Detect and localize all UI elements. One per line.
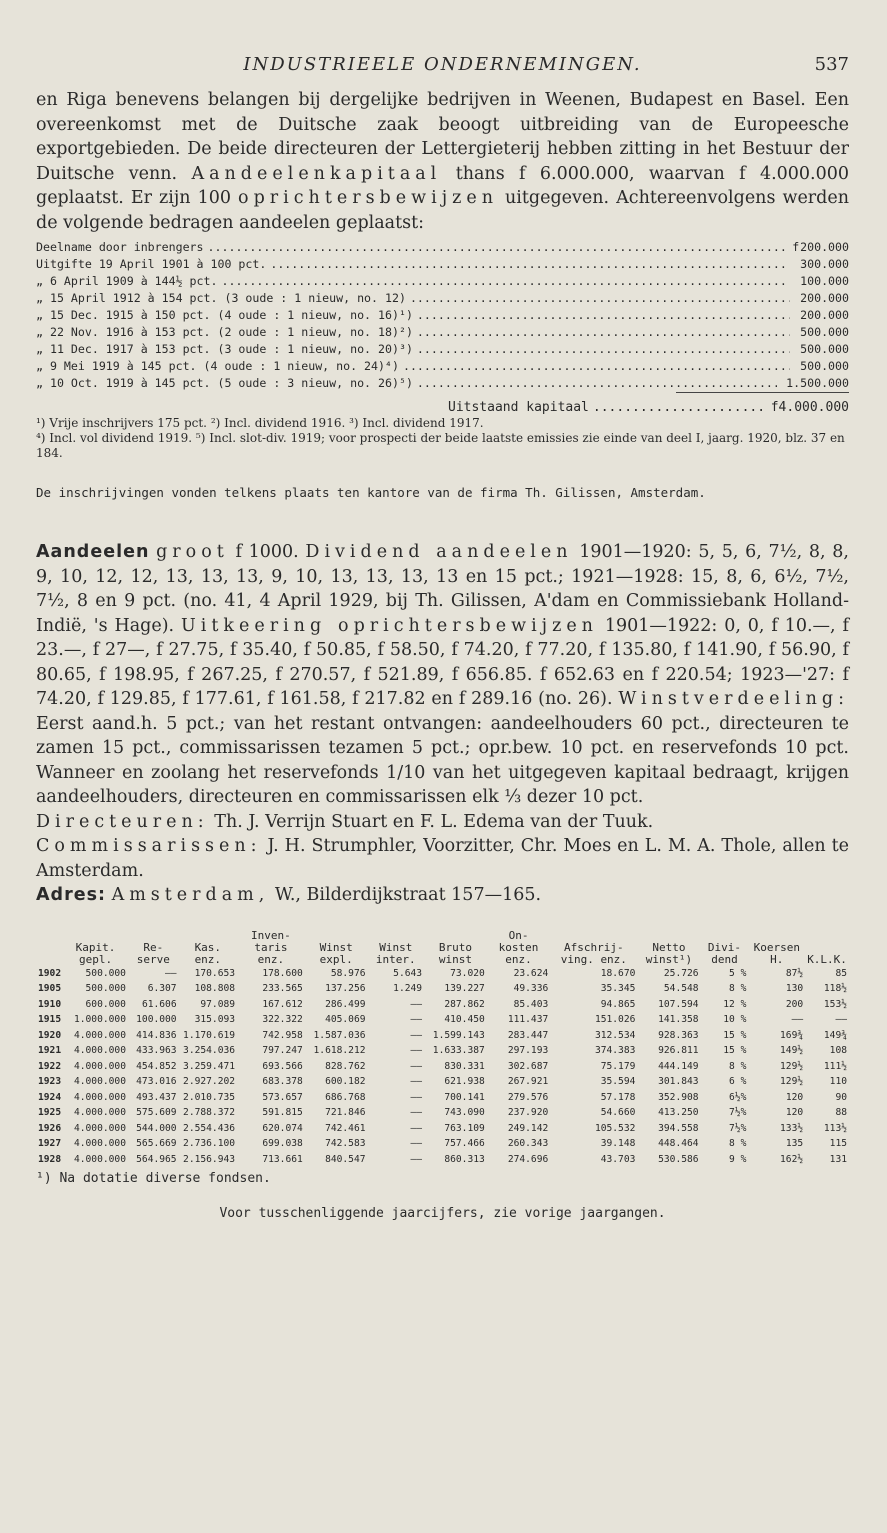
keyword-directeuren: Directeuren: <box>36 811 209 832</box>
table-cell: 713.661 <box>262 1153 303 1165</box>
table-cell: 686.768 <box>325 1091 366 1103</box>
dividend-history: 1901—1920: 5, 5, 6, 7½, 8, 8, 9, 10, 12, 12, 13, 13, 13, 9, 10, 13, 13, 13, 13 en 15 pct.; 1921—1928: 15, 8, 6, 6½, 7½, 7½, 8 en 9 pct. (no. 41, 4 April 1929, bij Th. Gilissen, A'dam en Commissiebank Holland-Indië, 's Hage). <box>36 542 849 636</box>
table-cell: 85 <box>835 967 847 979</box>
table-cell: 500.000 <box>85 983 126 995</box>
table-cell: 4.000.000 <box>73 1029 126 1041</box>
footnote-line-2: ⁴) Incl. vol dividend 1919. ⁵) Incl. slot-div. 1919; voor prospecti der beide laatste emissies zie einde van deel I, jaarg. 1920, blz. 37 en 184. <box>36 431 845 460</box>
financial-table <box>36 930 849 1168</box>
table-cell: 530.586 <box>658 1153 699 1165</box>
table-cell: 100.000 <box>136 1014 177 1026</box>
table-cell: 279.576 <box>507 1091 549 1103</box>
table-cell: —— <box>410 1029 423 1041</box>
table-cell: 591.815 <box>262 1107 303 1119</box>
table-cell: 454.852 <box>136 1060 177 1072</box>
table-cell: 544.000 <box>136 1122 177 1134</box>
table-cell: 108.808 <box>194 983 236 995</box>
table-row <box>36 1136 849 1152</box>
table-cell: 5 % <box>729 967 747 979</box>
table-cell: 15 % <box>723 1045 747 1057</box>
table-cell: 8 % <box>729 983 747 995</box>
intro-text-3: uitgegeven. Achtereenvolgens werden de volgende bedragen aandeelen geplaatst: <box>36 188 849 233</box>
keyword-winstverdeeling: Winstverdeeling: <box>618 689 849 709</box>
table-cell: 448.464 <box>658 1138 699 1150</box>
address-street: W., Bilderdijkstraat 157—165. <box>274 885 542 905</box>
table-cell: 500.000 <box>85 967 126 979</box>
table-cell: 141.358 <box>658 1014 699 1026</box>
table-cell: 111½ <box>823 1060 847 1072</box>
table-cell: 405.069 <box>325 1014 366 1026</box>
year-cell: 1905 <box>38 983 62 995</box>
table-cell: 178.600 <box>262 967 303 979</box>
placement-row: „ 15 April 1912 à 154 pct. (3 oude : 1 nieuw, no. 12) ..... 200.000 <box>36 290 849 307</box>
table-cell: —— <box>165 967 177 979</box>
table-cell: 797.247 <box>262 1045 303 1057</box>
table-row <box>36 981 849 997</box>
keyword-aandeelen: Aandeelen <box>36 542 150 562</box>
table-row <box>36 1043 849 1059</box>
financial-table-body <box>36 966 849 1168</box>
table-cell: 743.090 <box>444 1107 485 1119</box>
table-cell: 600.000 <box>85 998 126 1010</box>
placement-row: Deelname door inbrengers ..... f 200.000 <box>36 239 849 256</box>
table-cell: 35.594 <box>600 1076 636 1088</box>
table-cell: 2.788.372 <box>183 1107 236 1119</box>
year-cell: 1923 <box>38 1076 62 1088</box>
table-cell: 312.534 <box>594 1029 636 1041</box>
keyword-dividend: Dividend aandeelen <box>305 542 573 562</box>
table-cell: 39.148 <box>600 1138 636 1150</box>
table-cell: 4.000.000 <box>73 1045 126 1057</box>
table-cell: 85.403 <box>513 998 549 1010</box>
table-header-row: Kapit. gepl. Re- serve Kas. enz. Inven- taris enz. Winst expl. Winst inter. Bruto winst On- kosten enz. Afschrij- ving. enz. Netto winst¹) Divi- dend Koersen H. K.L.K. <box>75 928 847 966</box>
table-cell: 1.000.000 <box>73 1014 126 1026</box>
table-cell: 54.548 <box>663 983 699 995</box>
year-cell: 1924 <box>38 1091 62 1103</box>
table-cell: 87½ <box>785 967 804 979</box>
table-cell: —— <box>410 1122 423 1134</box>
table-cell: 162½ <box>780 1153 804 1165</box>
winstverdeeling-text: Eerst aand.h. 5 pct.; van het restant ontvangen: aandeelhouders 60 pct., directeuren te zamen 15 pct., commissarissen tezamen 5 pct.; opr.bew. 10 pct. en reservefonds 10 pct. Wanneer en zoolang het reservefonds 1/10 van het uitgegeven kapitaal bedraagt, krijgen aandeelhouders, directeuren en commissarissen elk ⅓ dezer 10 pct. <box>36 713 849 807</box>
table-cell: 315.093 <box>194 1014 236 1026</box>
table-cell: 94.865 <box>600 998 636 1010</box>
table-cell: 267.921 <box>507 1076 549 1088</box>
table-cell: 135 <box>785 1138 804 1150</box>
keyword-oprichtersbewijzen: oprichtersbewijzen <box>238 188 498 208</box>
table-row <box>36 997 849 1013</box>
table-row <box>36 1028 849 1044</box>
table-cell: 742.461 <box>325 1122 366 1134</box>
table-cell: 4.000.000 <box>73 1122 126 1134</box>
table-cell: 153½ <box>823 998 847 1010</box>
table-cell: 120 <box>785 1091 804 1103</box>
table-cell: 233.565 <box>262 983 303 995</box>
page-number: 537 <box>814 54 849 75</box>
table-cell: 301.843 <box>658 1076 699 1088</box>
table-cell: 322.322 <box>262 1014 303 1026</box>
commissarissen-text: J. H. Strumphler, Voorzitter, Chr. Moes en L. M. A. Thole, allen te Amsterdam. <box>36 836 849 881</box>
table-cell: 274.696 <box>507 1153 549 1165</box>
page-footer-note: Voor tusschenliggende jaarcijfers, zie vorige jaargangen. <box>219 1206 666 1221</box>
table-cell: 54.660 <box>600 1107 636 1119</box>
table-cell: 620.074 <box>262 1122 303 1134</box>
table-cell: 133½ <box>780 1122 804 1134</box>
table-cell: 410.450 <box>444 1014 485 1026</box>
year-cell: 1902 <box>38 967 62 979</box>
table-row <box>36 1012 849 1028</box>
directeuren-text: Th. J. Verrijn Stuart en F. L. Edema van der Tuuk. <box>214 811 654 832</box>
table-cell: 12 % <box>723 998 747 1010</box>
table-cell: —— <box>791 1014 804 1026</box>
table-cell: 374.383 <box>594 1045 636 1057</box>
table-footnote: ¹) Na dotatie diverse fondsen. <box>36 1171 271 1186</box>
table-cell: 1.170.619 <box>183 1029 236 1041</box>
table-row <box>36 1152 849 1168</box>
table-cell: —— <box>410 1091 423 1103</box>
table-cell: 700.141 <box>444 1091 485 1103</box>
table-cell: 1.249 <box>393 983 423 995</box>
table-cell: 3.254.036 <box>183 1045 236 1057</box>
table-cell: 830.331 <box>444 1060 485 1072</box>
placement-row: Uitgifte 19 April 1901 à 100 pct. ..... 300.000 <box>36 256 849 273</box>
table-cell: 840.547 <box>325 1153 366 1165</box>
running-title: INDUSTRIEELE ONDERNEMINGEN. <box>243 54 642 75</box>
total-label: Uitstaand kapitaal <box>448 400 589 415</box>
table-cell: 73.020 <box>450 967 485 979</box>
table-cell: 4.000.000 <box>73 1153 126 1165</box>
table-cell: 564.965 <box>136 1153 177 1165</box>
table-cell: 414.836 <box>136 1029 177 1041</box>
table-cell: —— <box>410 1107 423 1119</box>
year-cell: 1927 <box>38 1138 62 1150</box>
year-cell: 1922 <box>38 1060 62 1072</box>
table-cell: 61.606 <box>141 998 177 1010</box>
table-cell: 97.089 <box>200 998 236 1010</box>
total-row: Uitstaand kapitaal ..... f 4.000.000 <box>36 399 849 416</box>
table-cell: 111.437 <box>507 1014 549 1026</box>
table-cell: 5.643 <box>393 967 423 979</box>
table-cell: 600.182 <box>325 1076 366 1088</box>
table-cell: 6½% <box>729 1091 747 1103</box>
table-row <box>36 1074 849 1090</box>
table-cell: —— <box>410 1060 423 1072</box>
table-cell: 7½% <box>729 1122 747 1134</box>
table-cell: 23.624 <box>513 967 549 979</box>
table-cell: 297.193 <box>507 1045 549 1057</box>
intro-text-2: thans f 6.000.000, waarvan f 4.000.000 geplaatst. Er zijn 100 <box>36 163 850 208</box>
table-cell: 237.920 <box>507 1107 549 1119</box>
table-cell: 18.670 <box>600 967 636 979</box>
table-cell: 130 <box>785 983 804 995</box>
placement-row: „ 22 Nov. 1916 à 153 pct. (2 oude : 1 nieuw, no. 18)²) ..... 500.000 <box>36 324 849 341</box>
placement-row: „ 11 Dec. 1917 à 153 pct. (3 oude : 1 nieuw, no. 20)³) ..... 500.000 <box>36 341 849 358</box>
table-row <box>36 966 849 982</box>
keyword-commissarissen: Commissarissen: <box>36 836 262 856</box>
table-cell: 757.466 <box>444 1138 485 1150</box>
placement-row: „ 10 Oct. 1919 à 145 pct. (5 oude : 3 nieuw, no. 26)⁵) ..... 1.500.000 <box>36 375 849 392</box>
keyword-uitkeering: Uitkeering oprichtersbewijzen <box>181 615 598 636</box>
table-cell: 1.587.036 <box>313 1029 366 1041</box>
table-cell: —— <box>410 1076 423 1088</box>
table-cell: 129½ <box>780 1060 804 1072</box>
year-cell: 1925 <box>38 1107 62 1119</box>
keyword-aandeelenkapitaal: Aandeelenkapitaal <box>191 163 442 184</box>
table-cell: 828.762 <box>325 1060 366 1072</box>
table-cell: 1.599.143 <box>432 1029 485 1041</box>
table-cell: 2.927.202 <box>183 1076 236 1088</box>
year-cell: 1920 <box>38 1029 62 1041</box>
keyword-adres: Adres: <box>36 885 106 905</box>
table-cell: 742.958 <box>262 1029 303 1041</box>
table-cell: —— <box>410 1138 423 1150</box>
table-cell: 108 <box>829 1045 847 1057</box>
table-cell: 57.178 <box>600 1091 636 1103</box>
table-cell: 115 <box>829 1138 847 1150</box>
table-cell: 575.609 <box>136 1107 177 1119</box>
table-row <box>36 1121 849 1137</box>
table-cell: 170.653 <box>194 967 236 979</box>
table-cell: 763.109 <box>444 1122 485 1134</box>
table-cell: 4.000.000 <box>73 1107 126 1119</box>
table-cell: 260.343 <box>507 1138 549 1150</box>
table-row <box>36 1059 849 1075</box>
table-cell: 283.447 <box>507 1029 549 1041</box>
table-cell: 131 <box>829 1153 847 1165</box>
table-cell: 433.963 <box>136 1045 177 1057</box>
table-cell: 118½ <box>823 983 847 995</box>
table-cell: 113½ <box>823 1122 847 1134</box>
table-cell: 6 % <box>729 1076 747 1088</box>
table-cell: 167.612 <box>262 998 303 1010</box>
table-cell: 699.038 <box>262 1138 303 1150</box>
intro-text-1: en Riga benevens belangen bij dergelijke bedrijven in Weenen, Budapest en Basel. Een overeenkomst met de Duitsche zaak beoogt uitbreiding van de Europeesche exportgebieden. De beide directeuren der Lettergieterij hebben zitting in het Bestuur der Duitsche venn. <box>36 90 849 184</box>
table-cell: 105.532 <box>594 1122 636 1134</box>
table-cell: 926.811 <box>658 1045 699 1057</box>
total-rule <box>676 392 849 399</box>
table-cell: 742.583 <box>325 1138 366 1150</box>
total-amount: 4.000.000 <box>778 400 849 415</box>
table-cell: 721.846 <box>325 1107 366 1119</box>
table-cell: 693.566 <box>262 1060 303 1072</box>
table-cell: 3.259.471 <box>183 1060 236 1072</box>
table-row <box>36 1105 849 1121</box>
intro-paragraph <box>36 88 849 235</box>
footnotes <box>36 416 849 461</box>
table-cell: 565.669 <box>136 1138 177 1150</box>
table-cell: 129½ <box>780 1076 804 1088</box>
table-cell: 49.336 <box>513 983 549 995</box>
table-cell: 1.633.387 <box>432 1045 485 1057</box>
year-cell: 1928 <box>38 1153 62 1165</box>
table-cell: —— <box>410 1014 423 1026</box>
table-cell: 25.726 <box>663 967 699 979</box>
table-cell: —— <box>835 1014 847 1026</box>
table-cell: 7½% <box>729 1107 747 1119</box>
placements-list <box>36 239 849 416</box>
table-cell: 286.499 <box>325 998 366 1010</box>
table-cell: 621.938 <box>444 1076 485 1088</box>
table-cell: 860.313 <box>444 1153 485 1165</box>
table-cell: 683.378 <box>262 1076 303 1088</box>
table-cell: 4.000.000 <box>73 1138 126 1150</box>
table-cell: 120 <box>785 1107 804 1119</box>
table-cell: 149½ <box>780 1045 804 1057</box>
table-cell: 58.976 <box>330 967 366 979</box>
table-cell: 4.000.000 <box>73 1091 126 1103</box>
table-cell: 2.554.436 <box>183 1122 236 1134</box>
table-cell: 394.558 <box>658 1122 699 1134</box>
table-cell: 1.618.212 <box>313 1045 366 1057</box>
table-cell: 302.687 <box>507 1060 549 1072</box>
table-cell: 2.156.943 <box>183 1153 236 1165</box>
table-cell: 137.256 <box>325 983 366 995</box>
table-row <box>36 1090 849 1106</box>
table-cell: 473.016 <box>136 1076 177 1088</box>
table-cell: 413.250 <box>658 1107 699 1119</box>
subscription-notice: De inschrijvingen vonden telkens plaats ten kantore van de firma Th. Gilissen, Amsterdam. <box>36 485 706 500</box>
table-cell: 75.179 <box>600 1060 636 1072</box>
table-cell: 444.149 <box>658 1060 699 1072</box>
footnote-line-1: ¹) Vrije inschrijvers 175 pct. ²) Incl. dividend 1916. ³) Incl. dividend 1917. <box>36 416 484 430</box>
table-cell: 15 % <box>723 1029 747 1041</box>
year-cell: 1921 <box>38 1045 62 1057</box>
uitkeering-history: 1901—1922: 0, 0, f 10.—, f 23.—, f 27—, f 27.75, f 35.40, f 50.85, f 58.50, f 74.20, f 77.20, f 135.80, f 141.90, f 56.90, f 80.65, f 198.95, f 267.25, f 270.57, f 521.89, f 656.85. f 652.63 en f 220.54; 1923—'27: f 74.20, f 129.85, f 177.61, f 161.58, f 217.82 en f 289.16 (no. 26). <box>36 615 849 709</box>
table-cell: 10 % <box>723 1014 747 1026</box>
placement-row: „ 6 April 1909 à 144½ pct. ..... 100.000 <box>36 273 849 290</box>
table-cell: 4.000.000 <box>73 1060 126 1072</box>
details-paragraph: Aandeelen groot f 1000. Dividend aandeelen 1901—1920: 5, 5, 6, 7½, 8, 8, 9, 10, 12, 12, 13, 13, 13, 9, 10, 13, 13, 13, 13 en 15 pct.; 1921—1928: 15, 8, 6, 6½, 7½, 7½, 8 en 9 pct. (no. 41, 4 April 1929, bij Th. Gilissen, A'dam en Commissiebank Holland-Indië, 's Hage). Uitkeering oprichtersbewijzen 1901—1922: 0, 0, f 10.—, f 23.—, f 27—, f 27.75, f 35.40, f 50.85, f 58.50, f 74.20, f 77.20, f 135.80, f 141.90, f 56.90, f 80.65, f 198.95, f 267.25, f 270.57, f 521.89, f 656.85. f 652.63 en f 220.54; 1923—'27: f 74.20, f 129.85, f 177.61, f 161.58, f 217.82 en f 289.16 (no. 26). Winstverdeeling: Eerst aand.h. 5 pct.; van het restant ontvangen: aandeelhouders 60 pct., directeuren te zamen 15 pct., commissarissen tezamen 5 pct.; opr.bew. 10 pct. en reservefonds 10 pct. Wanneer en zoolang het reservefonds 1/10 van het uitgegeven kapitaal bedraagt, krijgen aandeelhouders, directeuren en commissarissen elk ⅓ dezer 10 pct. Directeuren: Th. J. Verrijn Stuart en F. L. Edema van der Tuuk. Commissarissen: J. H. Strumphler, Voorzitter, Chr. Moes en L. M. A. Thole, allen te Amsterdam. Adres: Amsterdam, W., Bilderdijkstraat 157—165. <box>36 542 849 905</box>
table-cell: 573.657 <box>262 1091 303 1103</box>
year-cell: 1926 <box>38 1122 62 1134</box>
table-cell: 43.703 <box>600 1153 636 1165</box>
table-cell: 139.227 <box>444 983 485 995</box>
table-cell: 88 <box>835 1107 847 1119</box>
table-cell: 2.010.735 <box>183 1091 236 1103</box>
table-cell: 107.594 <box>658 998 699 1010</box>
table-cell: 8 % <box>729 1138 747 1150</box>
placement-row: „ 15 Dec. 1915 à 150 pct. (4 oude : 1 nieuw, no. 16)¹) ..... 200.000 <box>36 307 849 324</box>
table-cell: 35.345 <box>600 983 636 995</box>
table-cell: 151.026 <box>594 1014 636 1026</box>
table-cell: 90 <box>835 1091 847 1103</box>
table-cell: —— <box>410 1153 423 1165</box>
table-cell: —— <box>410 1045 423 1057</box>
table-cell: 110 <box>829 1076 847 1088</box>
table-cell: 8 % <box>729 1060 747 1072</box>
placement-row: „ 9 Mei 1919 à 145 pct. (4 oude : 1 nieuw, no. 24)⁴) ..... 500.000 <box>36 358 849 375</box>
page-header <box>36 54 849 88</box>
table-cell: 149¾ <box>823 1029 847 1041</box>
table-cell: 249.142 <box>507 1122 549 1134</box>
year-cell: 1910 <box>38 998 62 1010</box>
table-cell: 200 <box>785 998 804 1010</box>
table-cell: 352.908 <box>658 1091 699 1103</box>
table-cell: 2.736.100 <box>183 1138 236 1150</box>
table-cell: 928.363 <box>658 1029 699 1041</box>
table-cell: —— <box>410 998 423 1010</box>
address-city: Amsterdam, <box>111 885 270 905</box>
table-cell: 6.307 <box>147 983 177 995</box>
table-cell: 9 % <box>729 1153 747 1165</box>
table-cell: 4.000.000 <box>73 1076 126 1088</box>
table-cell: 493.437 <box>136 1091 177 1103</box>
year-cell: 1915 <box>38 1014 62 1026</box>
table-cell: 287.862 <box>444 998 485 1010</box>
table-cell: 169¾ <box>780 1029 804 1041</box>
